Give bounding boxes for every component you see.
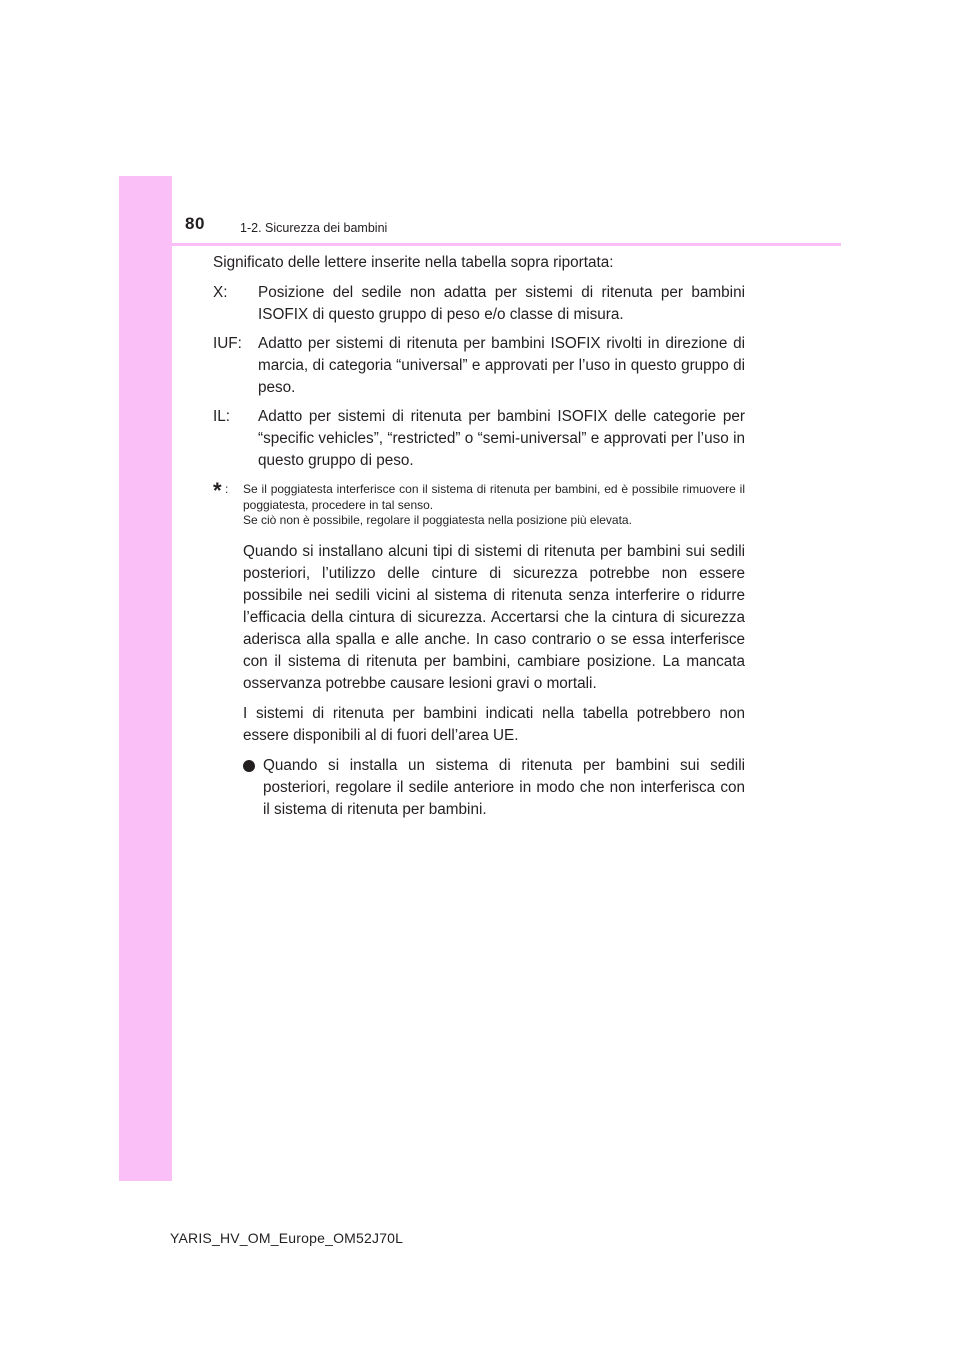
definition-text: Adatto per sistemi di ritenuta per bambini ISOFIX delle categorie per “specific vehicles”, “restricted” o “semi-universal” e approvati per l’uso in questo gruppo di peso.: [258, 408, 745, 469]
definition-key: IUF:: [213, 335, 242, 352]
footnote-body: [243, 482, 745, 529]
section-title: 1-2. Sicurezza dei bambini: [240, 221, 388, 235]
asterisk-icon: *: [213, 478, 222, 503]
definition-text: Adatto per sistemi di ritenuta per bambini ISOFIX rivolti in direzione di marcia, di categoria “universal” e approvati per l’uso in questo gruppo di peso.: [258, 335, 745, 396]
paragraph-seatbelt: Quando si installano alcuni tipi di sistemi di ritenuta per bambini sui sedili posteriori, l’utilizzo delle cinture di sicurezza potrebbe non essere possibile nei sedili vicini al sistema di ritenuta senza interferire o ridurre l’efficacia della cintura di sicurezza. Accertarsi che la cintura di sicurezza aderisca alla spalla e alle anche. In caso contrario o se essa interferisce con il sistema di ritenuta per bambini, cambiare posizione. La mancata osservanza potrebbe causare lesioni gravi o mortali.: [243, 542, 745, 692]
footnote-mark: [213, 478, 243, 529]
definition-text: Posizione del sedile non adatta per sistemi di ritenuta per bambini ISOFIX di questo gruppo di peso e/o classe di misura.: [258, 284, 745, 323]
definition-iuf: [213, 333, 745, 399]
header-rule: [119, 243, 841, 246]
bullet-text: Quando si installa un sistema di ritenuta per bambini sui sedili posteriori, regolare il sedile anteriore in modo che non interferisca con il sistema di ritenuta per bambini.: [263, 756, 745, 818]
footnote-line: Se il poggiatesta interferisce con il sistema di ritenuta per bambini, ed è possibile rimuovere il poggiatesta, procedere in tal senso.: [243, 482, 745, 512]
definition-il: [213, 406, 745, 472]
paragraph-eu: I sistemi di ritenuta per bambini indicati nella tabella potrebbero non essere disponibili al di fuori dell’area UE.: [243, 704, 745, 744]
definition-key: IL:: [213, 408, 231, 425]
page-number: 80: [185, 214, 205, 233]
footer-doc-code: YARIS_HV_OM_Europe_OM52J70L: [170, 1230, 404, 1246]
footnote-colon: :: [225, 482, 229, 496]
bullet-icon: [243, 755, 263, 821]
intro-text: Significato delle lettere inserite nella tabella sopra riportata:: [213, 254, 614, 271]
definition-key: X:: [213, 284, 228, 301]
bullet-item: [243, 755, 745, 821]
body-block: [243, 541, 745, 747]
sidebar-tab: [119, 176, 172, 1181]
footnote: [213, 478, 745, 529]
main-content: [213, 252, 745, 821]
definition-x: [213, 282, 745, 326]
footnote-line: Se ciò non è possibile, regolare il poggiatesta nella posizione più elevata.: [243, 513, 632, 527]
